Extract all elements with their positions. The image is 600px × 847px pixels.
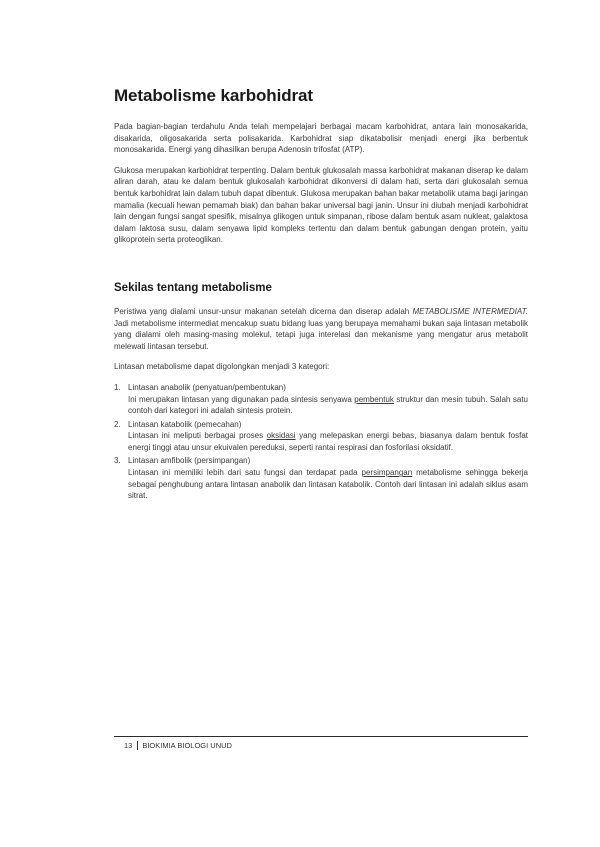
- desc-text: yang melepaskan energi bebas, biasanya dalam bentuk fosfat energi tinggi atau unsur ekuivalen pereduksi, seperti rantai respirasi dan fosforilasi oksidatif.: [128, 431, 529, 452]
- page-content: [114, 86, 528, 504]
- list-item-number: 2.: [114, 419, 121, 429]
- paragraph-2: Glukosa merupakan karbohidrat terpenting. Dalam bentuk glukosalah massa karbohidrat makanan diserap ke dalam aliran darah, atau ke dalam bentuk glukosalah karbohidrat dikonversi di dalam hati, serta dari glukosalah semua bentuk karbohidrat lain dalam tubuh dapat dibentuk. Glukosa merupakan bahan bakar metabolik utama bagi jaringan mamalia (kecuali hewan pemamah biak) dan bahan bakar universal bagi janin. Unsur ini diubah menjadi karbohidrat lain dengan fungsi sangat spesifik, misalnya glikogen untuk simpanan, ribose dalam bentuk asam nukleat, galaktosa dalam laktosa susu, dalam senyawa lipid kompleks tertentu dan dalam bentuk gabungan dengan protein, yaitu glikoprotein serta proteoglikan.: [114, 165, 528, 245]
- section-heading: Sekilas tentang metabolisme: [114, 281, 272, 294]
- list-lead: Lintasan metabolisme dapat digolongkan menjadi 3 kategori:: [114, 362, 330, 372]
- page-number: 13: [114, 741, 138, 750]
- list-item-number: 3.: [114, 456, 121, 466]
- desc-text: Lintasan ini memiliki lebih dari satu fungsi dan terdapat pada: [128, 468, 362, 478]
- intro-text-end: Jadi metabolisme intermediat mencakup suatu bidang luas yang berupaya memahami bukan saja lintasan metabolik yang dialami oleh masing-masing molekul, tetapi juga interelasi dan mekanisme yang mengatur arus metabolit melewati lintasan tersebut.: [114, 318, 528, 351]
- intro-text-start: Peristiwa yang dialami unsur-unsur makanan setelah dicerna dan diserap adalah: [114, 306, 413, 316]
- footer-source: BIOKIMIA BIOLOGI UNUD: [142, 741, 232, 750]
- list-item-description: [128, 467, 528, 502]
- underlined-term: pembentuk: [354, 394, 394, 404]
- list-item-description: [128, 430, 528, 453]
- list-item-number: 1.: [114, 382, 121, 392]
- list-item: [114, 382, 528, 417]
- underlined-term: oksidasi: [266, 431, 296, 441]
- list-item-title: Lintasan amfibolik (persimpangan): [128, 456, 251, 466]
- page-footer: [114, 736, 528, 750]
- desc-text: struktur dan mesin tubuh. Salah satu contoh dari kategori ini adalah sintesis protein.: [128, 394, 528, 416]
- list-item-description: [128, 394, 528, 417]
- list-item-title: Lintasan katabolik (pemecahan): [128, 419, 242, 429]
- list-item-title: Lintasan anabolik (penyatuan/pembentukan): [128, 382, 286, 392]
- underlined-term: persimpangan: [361, 468, 413, 478]
- desc-text: metabolisme sehingga bekerja sebagai penghubung antara lintasan anabolik dan lintasan katabolik. Contoh dari lintasan ini adalah siklus asam sitrat.: [128, 468, 529, 501]
- category-list: [114, 382, 528, 502]
- desc-text: Ini merupakan lintasan yang digunakan pada sintesis senyawa: [128, 394, 355, 404]
- desc-text: Lintasan ini meliputi berbagai proses: [128, 431, 267, 441]
- intro-italic-term: METABOLISME INTERMEDIAT.: [412, 306, 528, 316]
- paragraph-1: Pada bagian-bagian terdahulu Anda telah mempelajari berbagai macam karbohidrat, antara lain monosakarida, disakarida, oligosakarida serta polisakarida. Karbohidrat siap dikatabolisir menjadi energi jika berbentuk monosakarida. Energi yang dihasilkan berupa Adenosin trifosfat (ATP).: [114, 122, 528, 155]
- list-item: [114, 419, 528, 454]
- section-intro: [114, 306, 528, 352]
- list-item: [114, 455, 528, 501]
- page-title: Metabolisme karbohidrat: [114, 86, 313, 105]
